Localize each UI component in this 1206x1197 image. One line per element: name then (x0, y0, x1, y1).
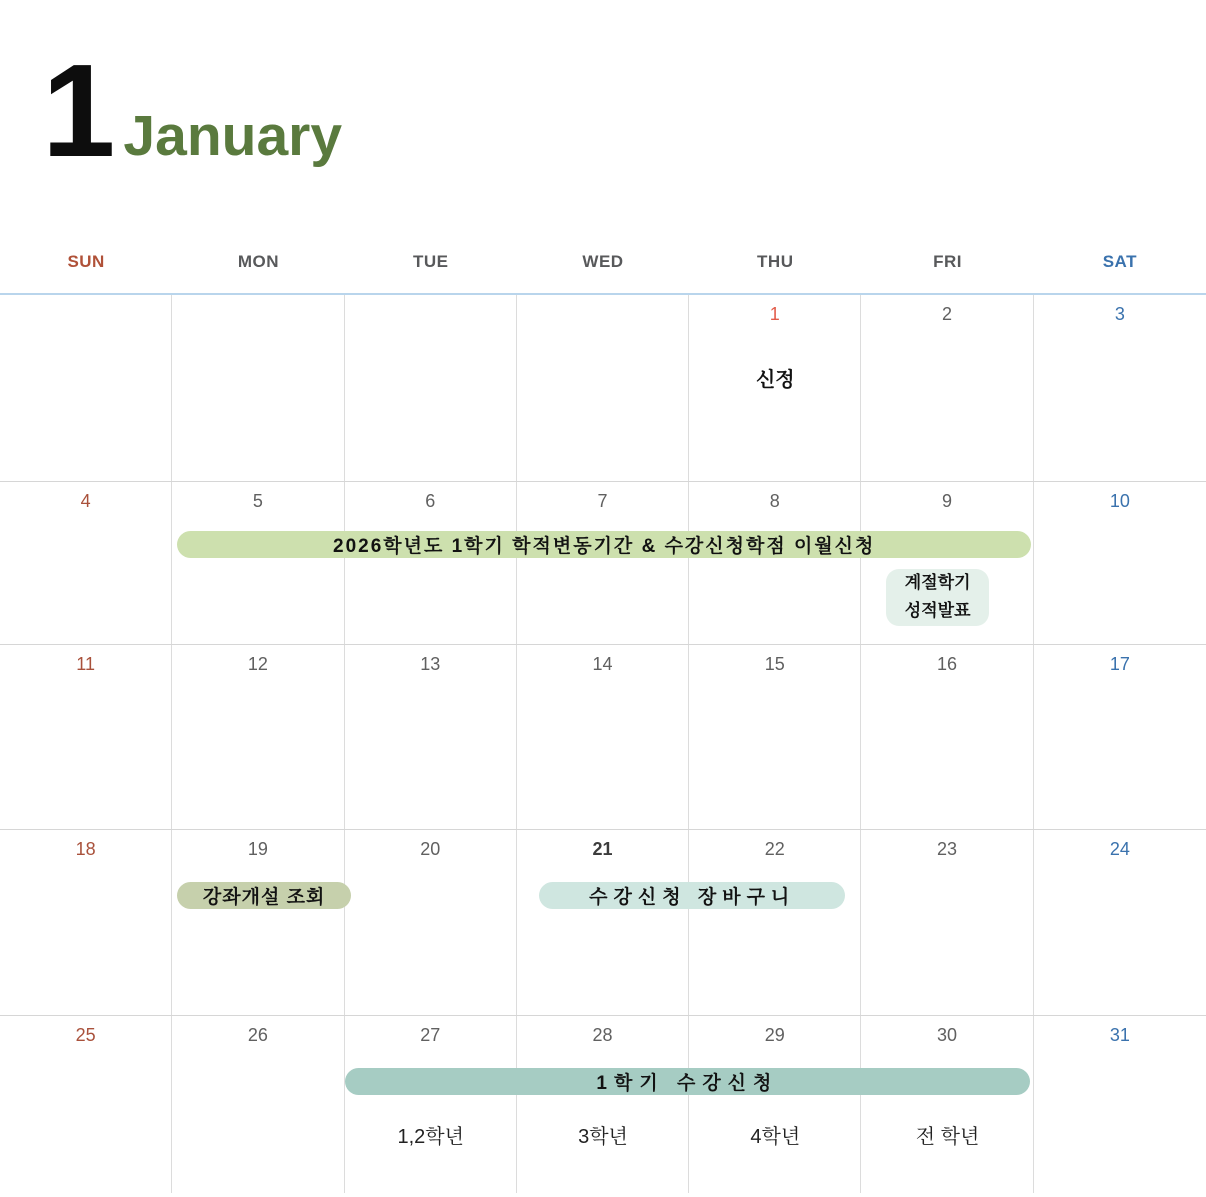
day-cell: 26 (172, 1016, 344, 1193)
day-cell (345, 295, 517, 481)
event-banner-semester1-registration: 1학기 수강신청 (345, 1068, 1030, 1095)
day-cell: 15 (689, 645, 861, 829)
week-row-3 (0, 644, 1206, 829)
day-cell: 17 (1109, 654, 1130, 674)
day-cell: 27 (345, 1016, 517, 1193)
weekday-wed: WED (582, 251, 624, 271)
day-cell: 16 (861, 645, 1033, 829)
day-cell: 24 (1109, 839, 1130, 859)
day-cell: 7 (517, 482, 689, 644)
day-cell: 8 (689, 482, 861, 644)
day-cell (0, 295, 172, 481)
day-cell: 9 (861, 482, 1033, 644)
day-cell: 3 (1114, 304, 1125, 324)
day-cell (517, 295, 689, 481)
event-banner-enrollment-change-period: 2026학년도 1학기 학적변동기간 & 수강신청학점 이월신청 (177, 531, 1031, 558)
day-cell: 11 (0, 645, 172, 829)
week-row-4 (0, 829, 1206, 1015)
weekday-tue: TUE (412, 251, 449, 271)
weekday-header (0, 230, 1206, 295)
day-cell: 4 (0, 482, 172, 644)
day-cell: 10 (1109, 491, 1130, 511)
event-badge-seasonal-grade-release (886, 569, 989, 626)
weekday-thu: THU (757, 251, 794, 271)
day-cell: 23 (861, 830, 1033, 1015)
day-cell: 13 (345, 645, 517, 829)
day-cell: 6 (345, 482, 517, 644)
weekday-sun: SUN (67, 251, 105, 271)
day-cell (172, 295, 344, 481)
weekday-mon: MON (237, 251, 279, 271)
day-cell: 19 (172, 830, 344, 1015)
day-cell: 30 (861, 1016, 1033, 1193)
event-new-year: 신정 (755, 369, 795, 391)
month-number: 1 (42, 37, 110, 184)
weekday-sat: SAT (1102, 251, 1137, 271)
registration-group-label: 전 학년 (915, 1126, 980, 1148)
weekday-fri: FRI (933, 251, 962, 271)
day-cell: 20 (345, 830, 517, 1015)
event-banner-registration-cart: 수강신청 장바구니 (539, 882, 845, 909)
day-cell: 31 (1109, 1025, 1130, 1045)
week-row-1 (0, 295, 1206, 481)
event-badge-course-list-lookup: 강좌개설 조회 (177, 882, 351, 909)
day-cell: 25 (0, 1016, 172, 1193)
registration-group-label: 3학년 (578, 1126, 628, 1148)
week-row-5 (0, 1015, 1206, 1193)
week-row-2 (0, 481, 1206, 644)
day-cell: 5 (172, 482, 344, 644)
day-cell: 2 (861, 295, 1033, 481)
registration-group-label: 1,2학년 (397, 1126, 464, 1148)
day-cell-jan1: 1 (689, 295, 861, 481)
day-cell: 28 (517, 1016, 689, 1193)
day-cell: 12 (172, 645, 344, 829)
badge-line-2: 성적발표 (904, 601, 971, 620)
day-cell: 22 (689, 830, 861, 1015)
day-cell: 29 (689, 1016, 861, 1193)
badge-line-1: 계절학기 (904, 573, 971, 592)
month-name: January (123, 104, 343, 169)
day-cell: 14 (517, 645, 689, 829)
registration-group-label: 4학년 (750, 1126, 801, 1148)
calendar-grid (0, 295, 1206, 1193)
day-cell-emphasized: 21 (517, 830, 689, 1015)
calendar-title (42, 37, 343, 184)
day-cell: 18 (0, 830, 172, 1015)
